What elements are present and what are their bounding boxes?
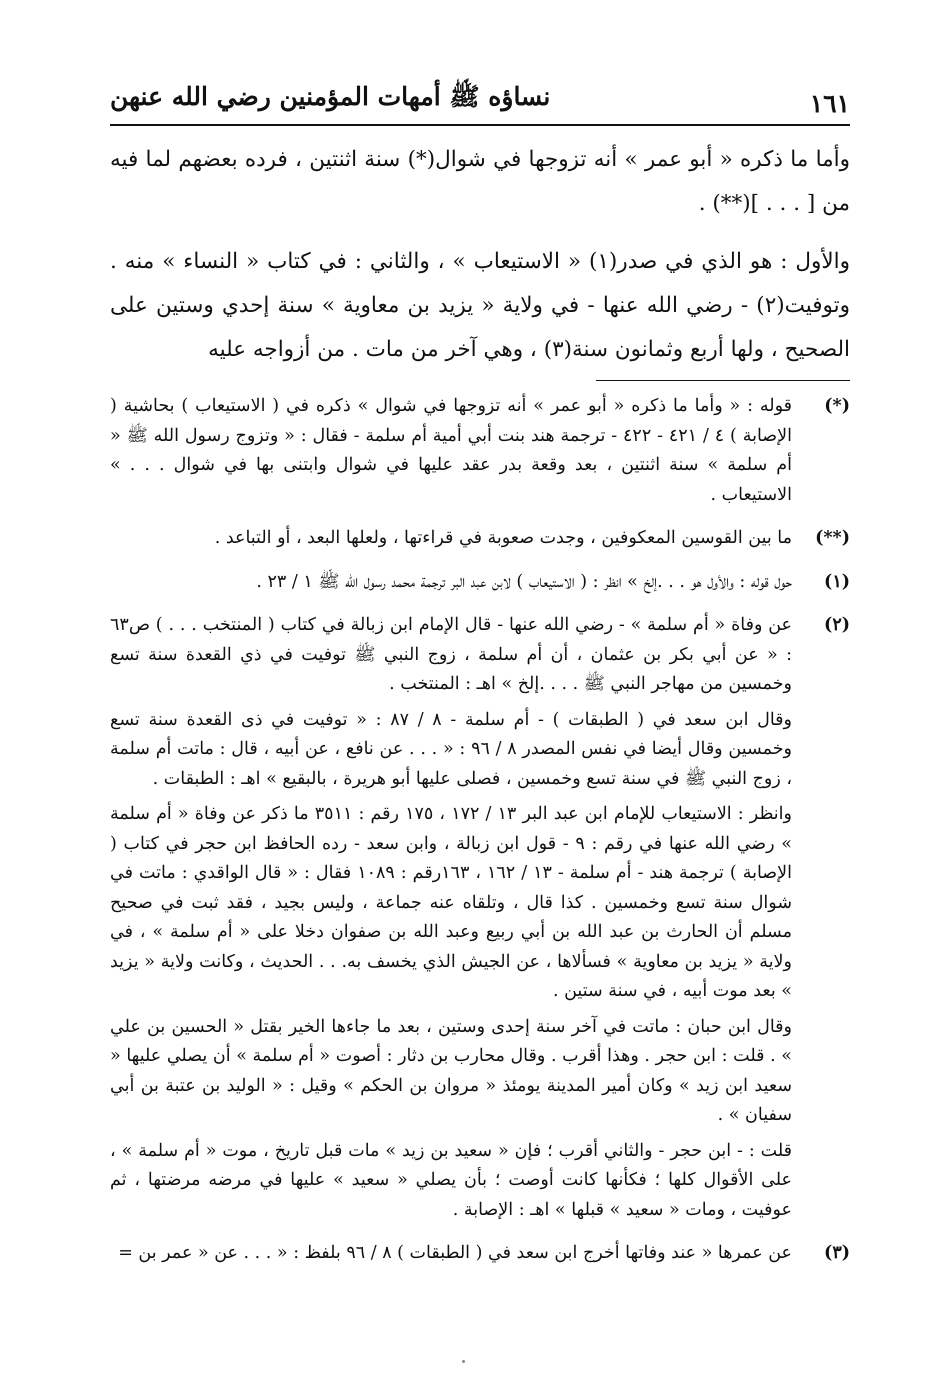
footnote-marker: (٣) xyxy=(824,1243,850,1263)
body-paragraph: والأول : هو الذي في صدر(١) « الاستيعاب » ، والثاني : في كتاب « النساء » منه . وتوفيت(٢) - رضي الله عنها - في ولاية « يزيد بن معاوية » سنة إحدي وستين على الصحيح ، ولها أربع وثمانون سنة(٣) ، وهي آخر من مات . من أزواجه عليه xyxy=(110,249,850,362)
footnote-text: قوله : « وأما ما ذكره « أبو عمر » أنه تزوجها في شوال » ذكره في ( الاستيعاب ) بحاشية ( الإصابة ) ٤ / ٤٢١ - ٤٢٢ - ترجمة هند بنت أبي أمية أم سلمة - فقال : « وتزوج رسول الله ﷺ « أم سلمة » سنة اثنتين ، بعد وقعة بدر عقد عليها في شوال وابتنى بها في شوال . . . » الاستيعاب . xyxy=(110,396,792,505)
page-header xyxy=(110,78,850,126)
footnote-text: قلت : - ابن حجر - والثاني أقرب ؛ فإن « سعيد بن زيد » مات قبل تاريخ ، موت « أم سلمة » ، على الأقوال كلها ؛ فكأنها كانت أوصت ؛ بأن يصلي « سعيد » عليها في مرضه مرضتها ، ثم عوفيت ، ومات « سعيد » قبلها » اهـ : الإصابة . xyxy=(110,1140,792,1220)
main-text xyxy=(110,138,850,386)
body-paragraph: وأما ما ذكره « أبو عمر » أنه تزوجها في شوال(*) سنة اثنتين ، فرده بعضهم لما فيه من [ . . . ](**) . xyxy=(110,147,850,216)
footnote xyxy=(110,568,850,604)
footnote-text: وقال ابن حبان : ماتت في آخر سنة إحدى وستين ، بعد ما جاءها الخير بقتل « الحسين بن علي » . قلت : ابن حجر . وهذا أقرب . وقال محارب بن دثار : أصوت « أم سلمة » أن يصلي عليها « سعيد ابن زيد » وكان أمير المدينة يومئذ « مروان بن الحكم » وقيل : « الوليد بن عتبة بن أبي سفيان » . xyxy=(110,1016,792,1125)
scan-speck xyxy=(462,1360,465,1363)
footnotes xyxy=(110,392,850,1283)
page-number: ١٦١ xyxy=(809,89,850,118)
footnote xyxy=(110,524,850,560)
footnote-text: حول قوله : والأول هو . . .إلخ » انظر : ( الاستيعاب ) لابن عبد البر ترجمة محمد رسول الله ﷺ ١ / ٢٣ . xyxy=(256,571,792,592)
footnote-marker: (١) xyxy=(824,571,850,592)
footnote xyxy=(110,392,850,516)
footnote xyxy=(110,1239,850,1275)
footnote-text: وقال ابن سعد في ( الطبقات ) - أم سلمة - ٨ / ٨٧ : « توفيت في ذى القعدة سنة تسع وخمسين وقال أيضا في نفس المصدر ٨ / ٩٦ : « . . . عن نافع ، عن أبيه ، قال : ماتت أم سلمة ، زوج النبي ﷺ في سنة تسع وخمسين ، فصلى عليها أبو هريرة ، بالبقيع » اهـ : الطبقات . xyxy=(110,709,792,789)
footnote-text: عن وفاة « أم سلمة » - رضي الله عنها - قال الإمام ابن زبالة في كتاب ( المنتخب . . . ) ص٦٣ : « عن أبي بكر بن عثمان ، أن أم سلمة ، زوج النبي ﷺ توفيت في ذي القعدة سنة تسع وخمسين من مهاجر النبي ﷺ . . . .إلخ » اهـ : المنتخب . xyxy=(110,615,792,694)
footnote-text: عن عمرها « عند وفاتها أخرج ابن سعد في ( الطبقات ) ٨ / ٩٦ بلفظ : « . . . عن « عمر بن = xyxy=(118,1243,792,1263)
footnote-text: ما بين القوسين المعكوفين ، وجدت صعوبة في قراءتها ، ولعلها البعد ، أو التباعد . xyxy=(214,528,792,548)
footnote-text: وانظر : الاستيعاب للإمام ابن عبد البر ١٣ / ١٧٢ ، ١٧٥ رقم : ٣٥١١ ما ذكر عن وفاة « أم سلمة » رضي الله عنها في رقم : ٩ - قول ابن زبالة ، وابن سعد - رده الحافظ ابن حجر في كتاب ( الإصابة ) ترجمة هند - أم سلمة - ١٣ / ١٦٢ ، ١٦٣رقم : ١٠٨٩ فقال : « قال الواقدي : ماتت في شوال سنة تسع وخمسين . كذا قال ، وتلقاه عنه جماعة ، وليس بجيد ، فقد ثبت في صحيح مسلم أن الحارث بن عبد الله بن أبي ربيع وعبد الله بن صفوان دخلا على « أم سلمة » ، في ولاية « يزيد بن معاوية » فسألاها ، عن الجيش الذي يخسف به. . . الحديث ، وكانت ولاية « يزيد » بعد موت أبيه ، في سنة ستين . xyxy=(110,804,792,1001)
running-title: نساؤه ﷺ أمهات المؤمنين رضي الله عنهن xyxy=(110,82,551,111)
footnote-marker: (٢) xyxy=(824,615,850,635)
footnote-separator xyxy=(596,380,850,381)
footnote xyxy=(110,611,850,1231)
footnote-marker: (**) xyxy=(815,528,850,548)
footnote-marker: (*) xyxy=(824,396,850,416)
